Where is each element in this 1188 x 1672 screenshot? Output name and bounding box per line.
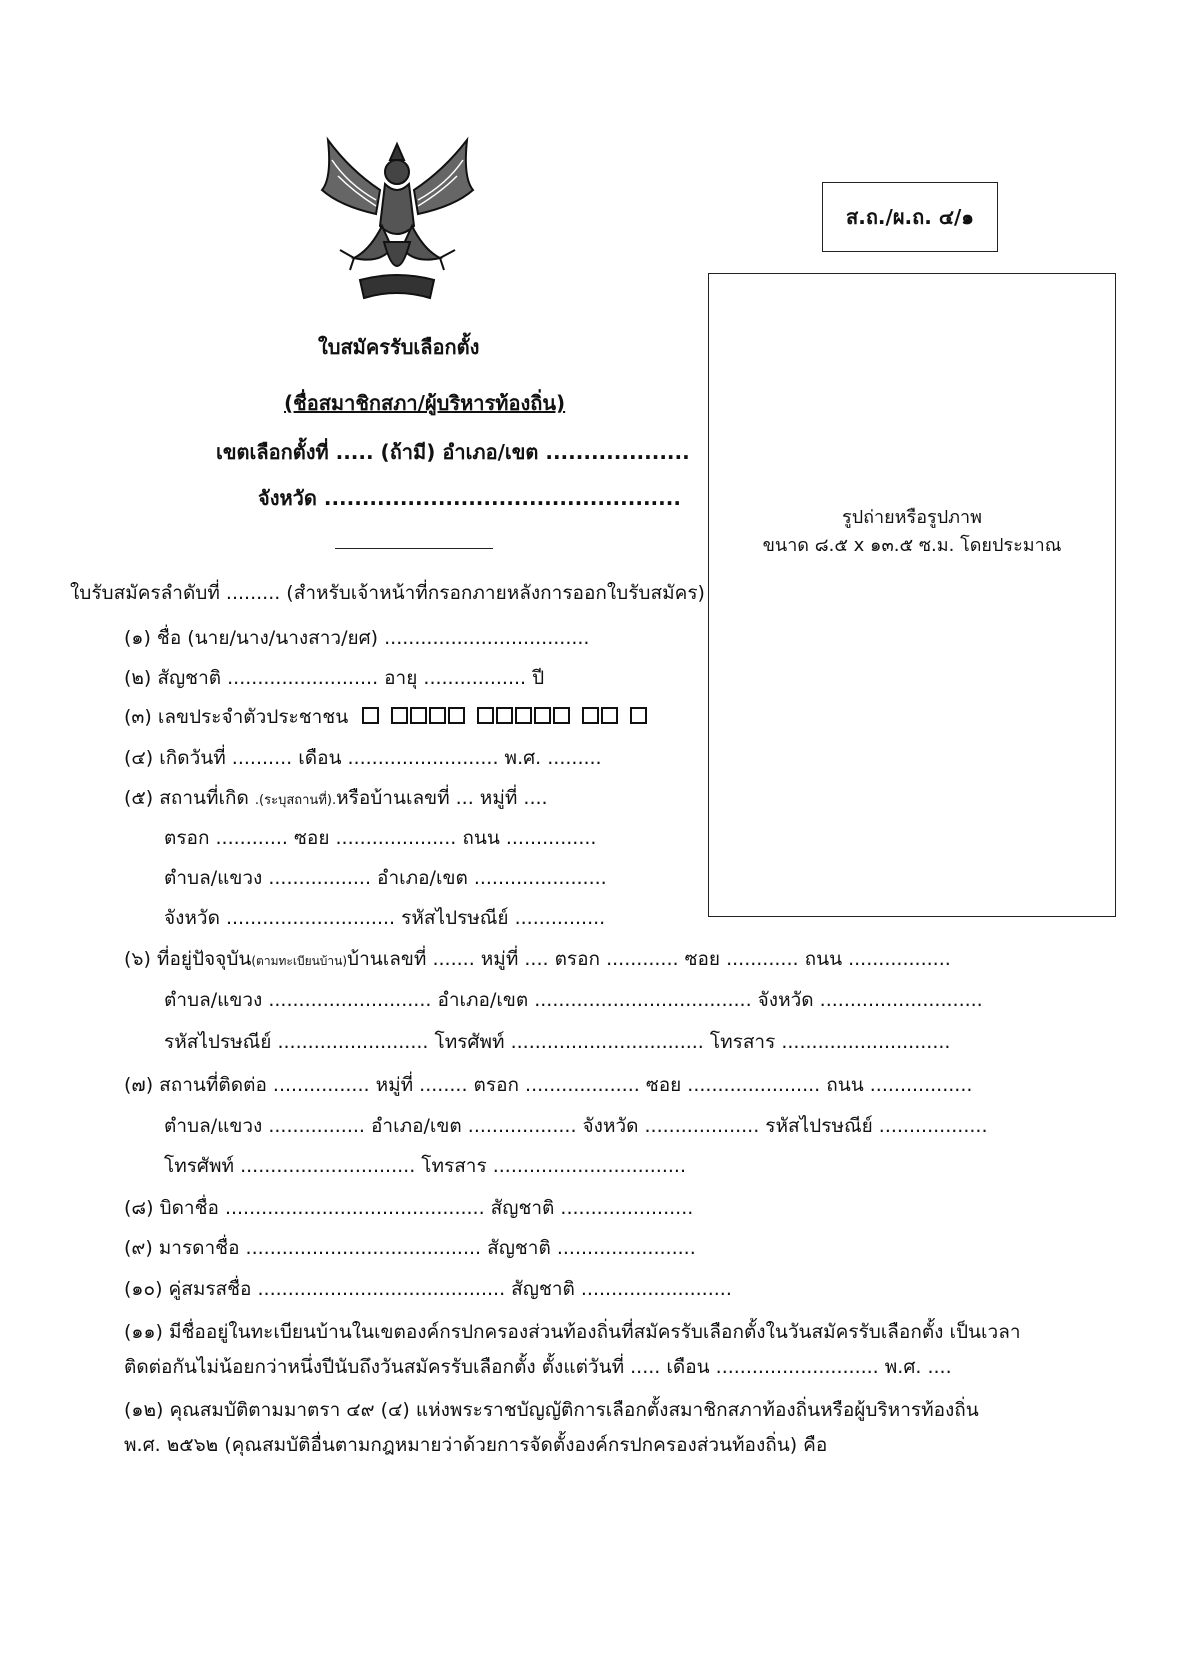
item-2-nationality-age: (๒) สัญชาติ ......................... อายุ ................. ปี: [124, 667, 545, 689]
item-12-line1: (๑๒) คุณสมบัติตามมาตรา ๔๙ (๔) แห่งพระราชบัญญัติการเลือกตั้งสมาชิกสภาท้องถิ่นหรือผู้บริหารท้องถิ่น: [124, 1399, 979, 1421]
item-1-name: (๑) ชื่อ (นาย/นาง/นางสาว/ยศ) ..................................: [124, 627, 590, 649]
item-5-lane-street: ตรอก ............ ซอย .................... ถนน ...............: [164, 827, 597, 849]
form-subtitle: (ชื่อสมาชิกสภา/ผู้บริหารท้องถิ่น): [284, 391, 566, 415]
garuda-emblem-icon: [310, 130, 485, 310]
item-9-mother: (๙) มารดาชื่อ ....................................... สัญชาติ .......................: [124, 1237, 696, 1259]
item-5-birthplace: [124, 786, 548, 813]
item-7-subdistrict-district-province: ตำบล/แขวง ................ อำเภอ/เขต .................. จังหวัด ................... รหัสไปรษณีย์ ..................: [164, 1115, 988, 1137]
photo-label-line1: รูปถ่ายหรือรูปภาพ: [842, 507, 982, 528]
district-line: เขตเลือกตั้งที่ ..... (ถ้ามี) อำเภอ/เขต ...................: [216, 440, 690, 464]
item-5-province-postcode: จังหวัด ............................ รหัสไปรษณีย์ ...............: [164, 907, 606, 929]
item-6-postcode-phone-fax: รหัสไปรษณีย์ ......................... โทรศัพท์ ................................ โทรสาร ............................: [164, 1031, 951, 1053]
item-5-note: .(ระบุสถานที่).: [254, 793, 337, 808]
item-12-line2: พ.ศ. ๒๕๖๒ (คุณสมบัติอื่นตามกฎหมายว่าด้วยการจัดตั้งองค์กรปกครองส่วนท้องถิ่น) คือ: [124, 1434, 828, 1456]
photo-placeholder-box: [708, 273, 1116, 917]
item-11-line2: ติดต่อกันไม่น้อยกว่าหนึ่งปีนับถึงวันสมัครรับเลือกตั้ง ตั้งแต่วันที่ ..... เดือน ........................... พ.ศ. ....: [124, 1356, 952, 1378]
item-7-contact-address: (๗) สถานที่ติดต่อ ................ หมู่ที่ ........ ตรอก ................... ซอย ...................... ถนน .................: [124, 1074, 973, 1096]
form-code: ส.ถ./ผ.ถ. ๔/๑: [846, 205, 974, 229]
item-6-note: (ตามทะเบียนบ้าน): [251, 954, 348, 968]
item-7-phone-fax: โทรศัพท์ ............................. โทรสาร ................................: [164, 1155, 686, 1177]
item-8-father: (๘) บิดาชื่อ ........................................... สัญชาติ ......................: [124, 1197, 694, 1219]
photo-label-line2: ขนาด ๘.๕ x ๑๓.๕ ซ.ม. โดยประมาณ: [762, 535, 1062, 556]
item-6-subdistrict-district-province: ตำบล/แขวง ........................... อำเภอ/เขต .................................... จังหวัด ...........................: [164, 989, 983, 1011]
application-number-line: ใบรับสมัครลำดับที่ ......... (สำหรับเจ้าหน้าที่กรอกภายหลังการออกใบรับสมัคร): [70, 582, 705, 604]
province-line: จังหวัด ...............................................: [258, 486, 681, 510]
form-title: ใบสมัครรับเลือกตั้ง: [318, 335, 480, 359]
item-11-line1: (๑๑) มีชื่ออยู่ในทะเบียนบ้านในเขตองค์กรปกครองส่วนท้องถิ่นที่สมัครรับเลือกตั้งในวันสมัครรับเลือกตั้ง เป็นเวลา: [124, 1321, 1021, 1343]
item-4-birth-date: (๔) เกิดวันที่ .......... เดือน ......................... พ.ศ. .........: [124, 747, 602, 769]
item-6-house-number: บ้านเลขที่ ....... หมู่ที่ .... ตรอก ............ ซอย ............ ถนน .................: [347, 948, 951, 970]
separator-line: [335, 548, 493, 549]
item-5-label: (๕) สถานที่เกิด: [124, 787, 255, 809]
item-10-spouse: (๑๐) คู่สมรสชื่อ ......................................... สัญชาติ .........................: [124, 1278, 732, 1300]
item-6-label: (๖) ที่อยู่ปัจจุบัน: [124, 948, 252, 970]
item-5-house-number: หรือบ้านเลขที่ ... หมู่ที่ ....: [336, 787, 548, 809]
item-6-current-address: [124, 947, 951, 973]
item-3-label: (๓) เลขประจำตัวประชาชน: [124, 706, 349, 728]
id-digit-boxes[interactable]: [362, 706, 659, 728]
item-3-id-number: [124, 705, 659, 729]
item-5-subdistrict-district: ตำบล/แขวง ................. อำเภอ/เขต ......................: [164, 867, 607, 889]
form-code-box: [822, 182, 998, 252]
